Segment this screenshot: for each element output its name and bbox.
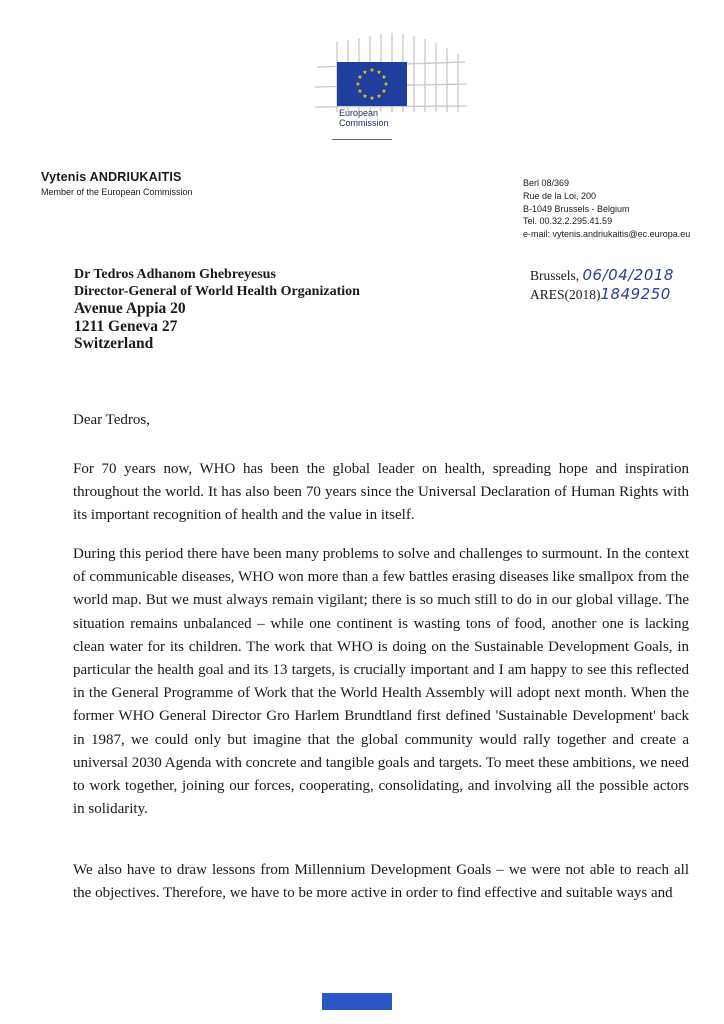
body-paragraph-2: During this period there have been many problems to solve and challenges to surmount. In the context of communicable diseases, WHO won more than a few battles erasing diseases like smallpox from the world map. But we must always remain vigilant; there is so much still to do in our global village. The situation remains unbalanced – while one continent is wasting tons of food, another one is lacking clean water for its children. The work that WHO is doing on the Sustainable Development Goals, in particular the health goal and its 13 targets, is crucially important and I am happy to see this reflected in the General Programme of Work that the World Health Assembly will adopt next month. When the former WHO General Director Gro Harlem Brundtland first defined 'Sustainable Development' back in 1987, we could only but imagine that the global community would rally together and create a universal 2030 Agenda with concrete and tangible goals and targets. To meet these ambitions, we need to work together, joining our forces, cooperating, consolidating, and involving all the possible actors in solidarity. [73, 546, 689, 818]
svg-text:★: ★ [369, 95, 375, 102]
contact-city: B-1049 Brussels - Belgium [523, 203, 630, 214]
body-paragraph-3: We also have to draw lessons from Millennium Development Goals – we were not able to reach all the objectives. Therefore, we have to be more active in order to find effective and suitable ways and [73, 862, 689, 902]
svg-text:★: ★ [376, 69, 382, 76]
contact-office: Berl 08/369 [523, 178, 570, 188]
sender-name: Vytenis ANDRIUKAITIS [41, 170, 182, 184]
place-date-line [530, 266, 674, 285]
logo-wordmark [339, 108, 389, 128]
body-paragraph-1: For 70 years now, WHO has been the global leader on health, spreading hope and inspiration throughout the world. It has also been 70 years since the Universal Declaration of Human Rights with its important recognition of health and the value in itself. [73, 461, 689, 524]
svg-text:★: ★ [362, 69, 368, 76]
svg-text:★: ★ [357, 88, 363, 95]
contact-street: Rue de la Loi, 200 [523, 190, 597, 201]
svg-text:★: ★ [383, 81, 389, 88]
contact-email: e-mail: vytenis.andriukaitis@ec.europa.eu [523, 229, 691, 240]
logo-divider [332, 139, 392, 140]
reference-line [530, 285, 674, 304]
recipient-title: Director-General of World Health Organization [74, 284, 360, 300]
svg-text:★: ★ [381, 74, 387, 81]
reference-label: ARES(2018) [530, 287, 601, 302]
place-date-block [530, 266, 674, 304]
recipient-country: Switzerland [74, 334, 154, 352]
svg-text:★: ★ [376, 93, 382, 100]
recipient-address [74, 266, 360, 352]
recipient-street: Avenue Appia 20 [74, 300, 186, 318]
recipient-name: Dr Tedros Adhanom Ghebreyesus [74, 267, 276, 282]
footer-blue-bar [322, 993, 392, 1010]
contact-block [523, 177, 690, 241]
contact-phone: Tel. 00.32.2.295.41.59 [523, 216, 613, 227]
sender-role: Member of the European Commission [41, 187, 193, 197]
svg-text:★: ★ [355, 81, 361, 88]
handwritten-reference-number: 1849250 [600, 285, 671, 303]
svg-text:★: ★ [357, 74, 363, 81]
place: Brussels, [530, 268, 580, 283]
recipient-city: 1211 Geneva 27 [74, 317, 178, 335]
european-commission-logo-icon [305, 32, 475, 142]
logo-line-2: Commission [339, 118, 389, 128]
svg-text:★: ★ [369, 67, 375, 74]
salutation: Dear Tedros, [73, 412, 150, 428]
logo-line-1: European [339, 108, 379, 118]
handwritten-date: 06/04/2018 [582, 266, 674, 284]
svg-text:★: ★ [381, 88, 387, 95]
svg-text:★: ★ [362, 93, 368, 100]
